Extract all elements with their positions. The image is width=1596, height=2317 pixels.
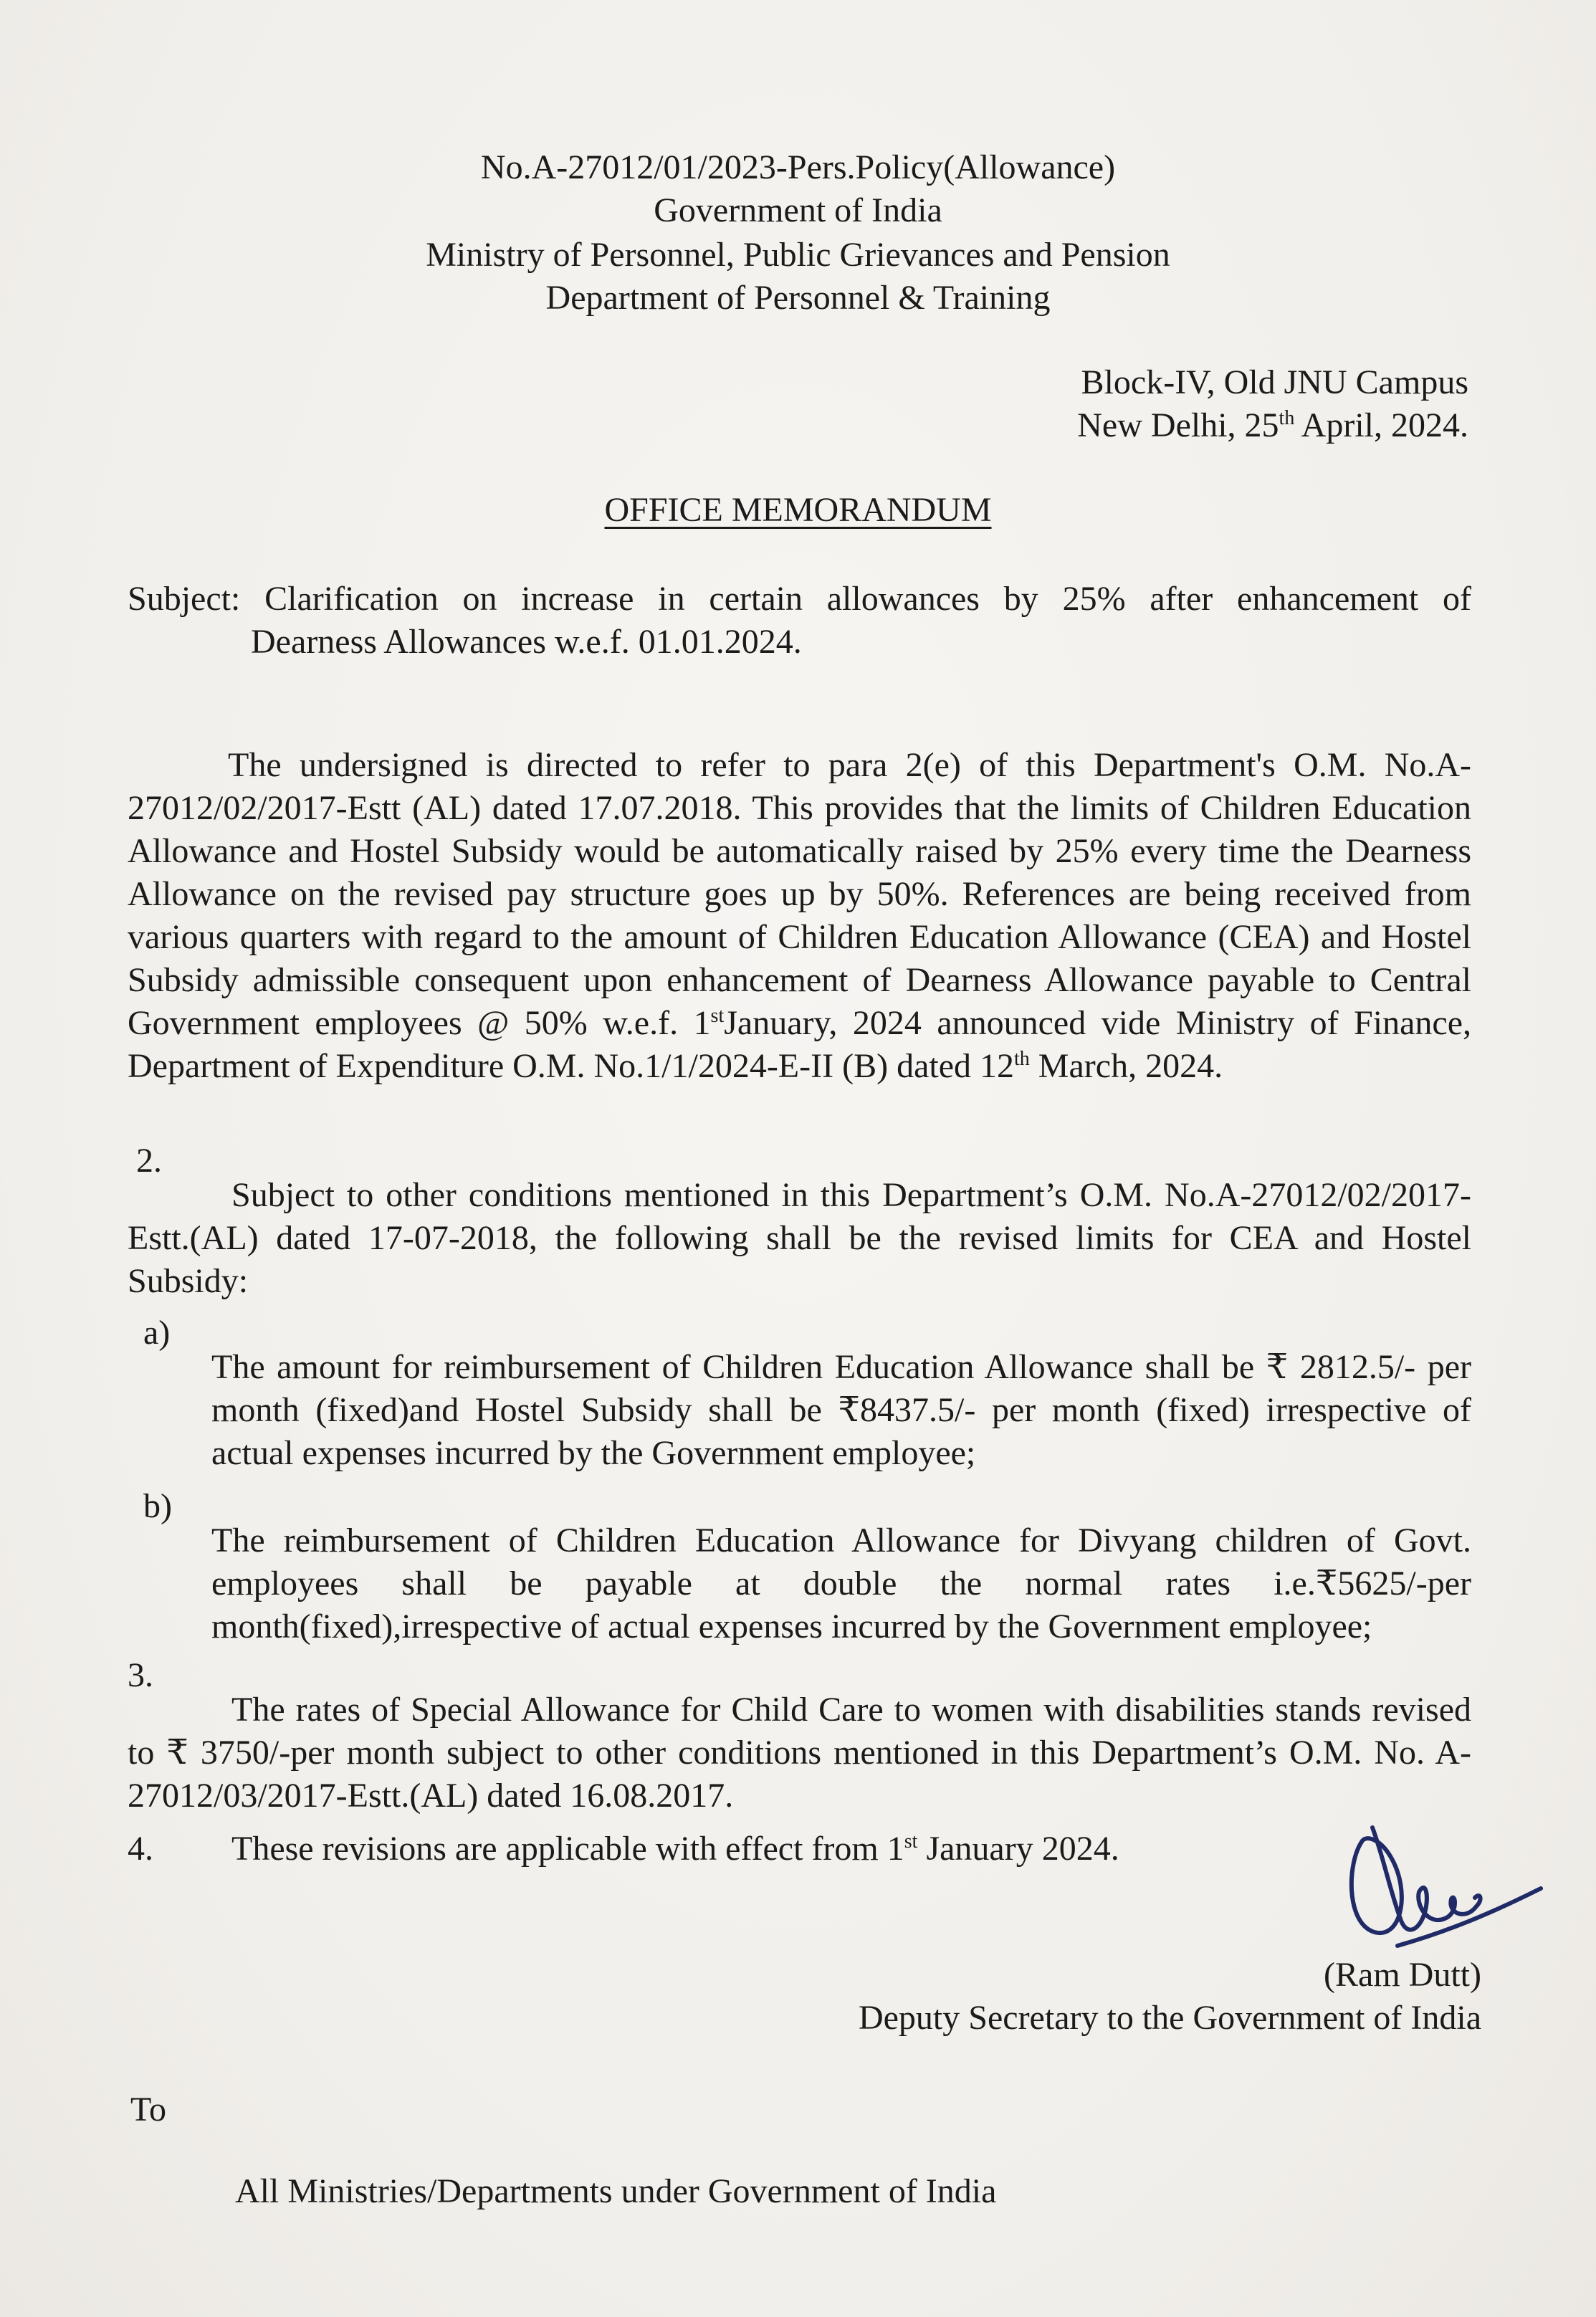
department-line: Department of Personnel & Training: [545, 279, 1051, 317]
paragraph-1-text-a: The undersigned is directed to refer to para 2(e) of this Department's O.M. No.A-27012/02/2017-Estt (AL) dated 17.07.2018. This provides that the limits of Children Education Allowance and Hostel Subsidy would be automatically raised by 25% every time the Dearness Allowance on the revised pay structure goes up by 50%. References are being received from various quarters with regard to the amount of Children Education Allowance (CEA) and Hostel Subsidy admissible consequent upon enhancement of Dearness Allowance payable to Central Government employees @ 50% w.e.f. 1: [128, 746, 1471, 1042]
paragraph-1-sup-a: st: [710, 1005, 725, 1027]
date-line: [1077, 404, 1468, 447]
signatory-name: (Ram Dutt): [1324, 1956, 1481, 1994]
government-line: Government of India: [654, 191, 942, 229]
paragraph-2-number: 2.: [136, 1142, 162, 1180]
paragraph-4-number: 4.: [128, 1830, 153, 1868]
date-suffix: April, 2024.: [1294, 406, 1468, 444]
file-number: No.A-27012/01/2023-Pers.Policy(Allowance): [480, 148, 1116, 186]
paragraph-3: The rates of Special Allowance for Child Care to women with disabilities stands revised to ₹ 3750/-per month subject to other conditions mentioned in this Department’s O.M. No. A-27012/03/2017-Estt.(AL) dated 16.08.2017.: [128, 1691, 1471, 1815]
paragraph-1-text-b: January, 2024 announced vide Ministry of Finance, Department of Expenditure O.M. No.1/1/2024-E-II (B) dated 12: [128, 1004, 1472, 1085]
to-label: To: [130, 2091, 166, 2129]
address-block: Block-IV, Old JNU Campus: [1081, 363, 1468, 401]
ministry-line: Ministry of Personnel, Public Grievances and Pension: [426, 236, 1170, 274]
paragraph-2: Subject to other conditions mentioned in this Department’s O.M. No.A-27012/02/2017-Estt.(AL) dated 17-07-2018, the following shall be the revised limits for CEA and Hostel Subsidy:: [128, 1176, 1471, 1300]
memo-title-text: OFFICE MEMORANDUM: [604, 491, 992, 529]
date-prefix: New Delhi, 25: [1077, 406, 1279, 444]
item-a-text: The amount for reimbursement of Children Education Allowance shall be ₹ 2812.5/- per month (fixed)and Hostel Subsidy shall be ₹8437.5/- per month (fixed) irrespective of actual expenses incurred by the Government employee;: [211, 1348, 1471, 1472]
subject-line-1: [128, 578, 1471, 621]
subject-label: Subject:: [128, 580, 241, 618]
date-sup: th: [1279, 407, 1295, 429]
paragraph-4-text-a: These revisions are applicable with effect from 1: [231, 1830, 904, 1868]
memo-title: [0, 489, 1596, 532]
paragraph-1-text-c: March, 2024.: [1029, 1047, 1223, 1085]
paragraph-1-sup-b: th: [1014, 1048, 1030, 1070]
item-a-marker: a): [143, 1314, 171, 1352]
signatory-designation: Deputy Secretary to the Government of India: [858, 1999, 1481, 2037]
subject-text-1: Clarification on increase in certain allowances by 25% after enhancement of: [264, 580, 1472, 618]
paragraph-3-number: 3.: [128, 1656, 153, 1694]
paragraph-4: [231, 1828, 1119, 1871]
signature-image: [1333, 1813, 1548, 1957]
paragraph-4-sup: st: [904, 1830, 918, 1853]
paragraph-1: [128, 744, 1471, 1088]
paragraph-4-text-b: January 2024.: [917, 1830, 1119, 1868]
addressee: All Ministries/Departments under Government of India: [235, 2172, 997, 2210]
subject-line-2: Dearness Allowances w.e.f. 01.01.2024.: [251, 623, 802, 661]
item-b-text: The reimbursement of Children Education Allowance for Divyang children of Govt. employees shall be payable at double the normal rates i.e.₹5625/-per month(fixed),irrespective of actual expenses incurred by the Government employee;: [211, 1521, 1471, 1645]
item-b-marker: b): [143, 1487, 172, 1525]
